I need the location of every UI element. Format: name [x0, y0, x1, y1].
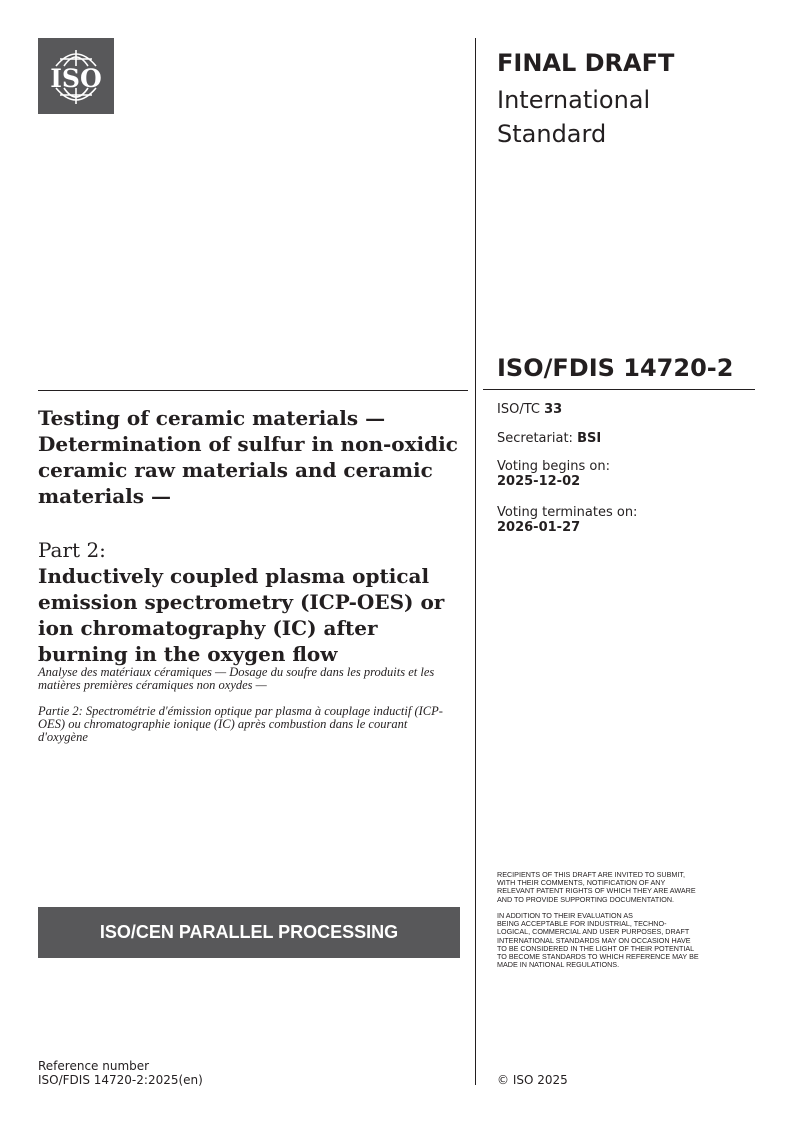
reference-number: ISO/FDIS 14720-2:2025(en)	[38, 1073, 203, 1087]
french-title: Analyse des matériaux céramiques — Dosage du soufre dans les produits et les matières premières céramiques non oxydes —	[38, 665, 435, 692]
divider-left	[38, 390, 468, 391]
part-block	[38, 537, 458, 667]
iso-logo	[38, 38, 114, 114]
header-international: International	[497, 86, 651, 114]
voting-begins-label: Voting begins on:	[497, 459, 611, 474]
main-title: Testing of ceramic materials — Determination of sulfur in non-oxidic ceramic raw materials and ceramic materials —	[38, 406, 458, 508]
doc-number: ISO/FDIS 14720-2	[497, 354, 734, 382]
secretariat-line: Secretariat: BSI	[497, 431, 602, 446]
reference-label: Reference number	[38, 1059, 150, 1073]
divider-right	[483, 389, 755, 390]
voting-terminates-date: 2026-01-27	[497, 520, 581, 535]
part-label: Part 2:	[38, 538, 106, 562]
copyright: © ISO 2025	[497, 1073, 568, 1087]
disclaimer-patents: RECIPIENTS OF THIS DRAFT ARE INVITED TO SUBMIT, WITH THEIR COMMENTS, NOTIFICATION OF ANY RELEVANT PATENT RIGHTS OF WHICH THEY ARE AWARE AND TO PROVIDE SUPPORTING DOCUMENTATION.	[497, 870, 696, 904]
parallel-processing-banner: ISO/CEN PARALLEL PROCESSING	[38, 907, 460, 958]
voting-begins-date: 2025-12-02	[497, 474, 581, 489]
voting-terminates-label: Voting terminates on:	[497, 505, 638, 520]
french-part-title: Partie 2: Spectrométrie d'émission optique par plasma à couplage inductif (ICP-OES) ou chromatographie ionique (IC) après combustion dans le courant d'oxygène	[38, 704, 443, 744]
svg-text:ISO: ISO	[50, 64, 102, 93]
disclaimer-evaluation: IN ADDITION TO THEIR EVALUATION AS BEING ACCEPTABLE FOR INDUSTRIAL, TECHNO- LOGICAL, COMMERCIAL AND USER PURPOSES, DRAFT INTERNATIONAL STANDARDS MAY ON OCCASION HAVE TO BE CONSIDERED IN THE LIGHT OF THEIR POTENTIAL TO BECOME STANDARDS TO WHICH REFERENCE MAY BE MADE IN NATIONAL REGULATIONS.	[497, 911, 699, 970]
header-standard: Standard	[497, 120, 607, 148]
header-final-draft: FINAL DRAFT	[497, 49, 675, 77]
tc-line: ISO/TC 33	[497, 402, 563, 417]
column-divider	[475, 38, 476, 1085]
part-title: Inductively coupled plasma optical emission spectrometry (ICP-OES) or ion chromatography (IC) after burning in the oxygen flow	[38, 564, 445, 666]
